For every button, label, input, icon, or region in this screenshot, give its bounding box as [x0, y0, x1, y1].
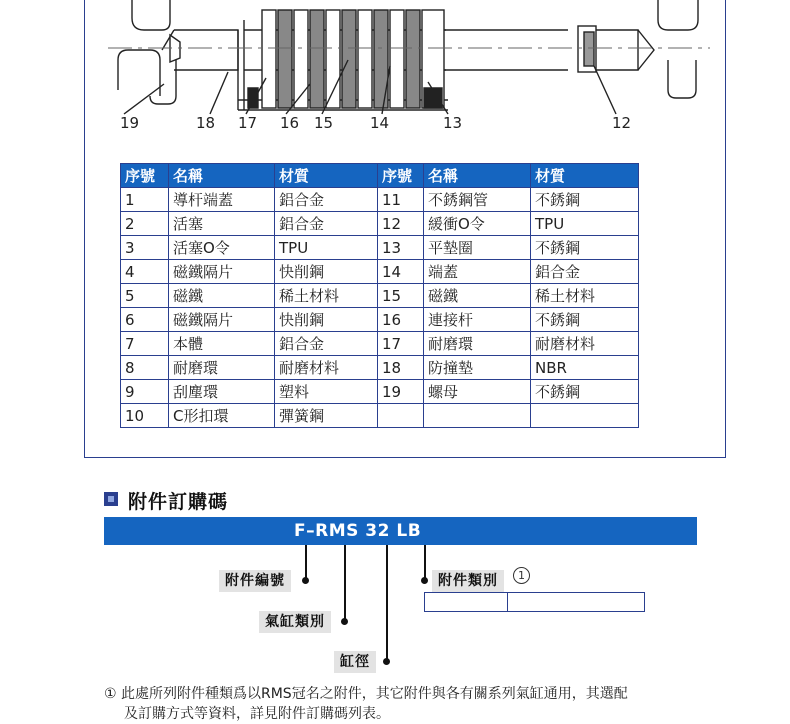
table-row: [121, 260, 639, 284]
circled-number-mark: 1: [513, 567, 530, 584]
cell-name: 磁鐵: [424, 284, 531, 308]
connector-line-bore: [386, 545, 388, 662]
cell-no: 9: [121, 380, 169, 404]
cell-name: 磁鐵隔片: [169, 260, 275, 284]
footnote-line-2: 及訂購方式等資料，詳見附件訂購碼列表。: [124, 706, 390, 722]
cell-material: 快削鋼: [275, 260, 378, 284]
cell-material: TPU: [275, 236, 378, 260]
section-title: 附件訂購碼: [128, 491, 229, 513]
label-accessory-no: 附件編號: [219, 570, 291, 592]
cell-no: 10: [121, 404, 169, 428]
cell-no: 17: [378, 332, 424, 356]
dot-accessory-type: [421, 577, 428, 584]
table-row: [121, 188, 639, 212]
cell-material: 不銹鋼: [531, 188, 639, 212]
table-row: [121, 212, 639, 236]
cell-material: 彈簧鋼: [275, 404, 378, 428]
callout-18: 18: [196, 114, 216, 132]
cell-material: 快削鋼: [275, 308, 378, 332]
table-row: [121, 308, 639, 332]
cell-no: 8: [121, 356, 169, 380]
table-row: [121, 356, 639, 380]
dot-cylinder-type: [341, 618, 348, 625]
cell-material: 鋁合金: [275, 332, 378, 356]
cell-no: 13: [378, 236, 424, 260]
cell-no: 4: [121, 260, 169, 284]
header-name-1: 名稱: [169, 164, 275, 188]
cell-material: 不銹鋼: [531, 380, 639, 404]
cell-material: 稀土材料: [275, 284, 378, 308]
dot-bore: [383, 658, 390, 665]
dot-accessory-no: [302, 577, 309, 584]
footnote: [104, 684, 704, 724]
header-no-1: 序號: [121, 164, 169, 188]
callout-17: 17: [238, 114, 258, 132]
callout-14: 14: [370, 114, 390, 132]
cell-material: [531, 404, 639, 428]
connector-line-accessory-no: [305, 545, 307, 580]
cell-name: 本體: [169, 332, 275, 356]
cell-name: 耐磨環: [424, 332, 531, 356]
cell-no: 7: [121, 332, 169, 356]
cell-material: 鋁合金: [275, 212, 378, 236]
cell-material: 不銹鋼: [531, 236, 639, 260]
header-material-1: 材質: [275, 164, 378, 188]
cell-name: 不銹鋼管: [424, 188, 531, 212]
order-code: F–RMS 32 LB: [294, 521, 422, 541]
cell-name: 磁鐵: [169, 284, 275, 308]
cell-material: 耐磨材料: [531, 332, 639, 356]
parts-table-header-row: [121, 164, 639, 188]
cell-name: 磁鐵隔片: [169, 308, 275, 332]
cell-material: 稀土材料: [531, 284, 639, 308]
footnote-line-1: ① 此處所列附件種類爲以RMS冠名之附件，其它附件與各有關系列氣缸通用，其選配: [104, 686, 628, 702]
cell-no: [378, 404, 424, 428]
callout-12: 12: [612, 114, 632, 132]
cell-no: 2: [121, 212, 169, 236]
cell-name: [424, 404, 531, 428]
accessory-type-box-left: [424, 592, 508, 612]
cell-name: 端蓋: [424, 260, 531, 284]
table-row: [121, 404, 639, 428]
cell-material: 不銹鋼: [531, 308, 639, 332]
cell-name: 螺母: [424, 380, 531, 404]
cell-no: 1: [121, 188, 169, 212]
cell-material: NBR: [531, 356, 639, 380]
cell-material: 鋁合金: [275, 188, 378, 212]
label-bore: 缸徑: [334, 651, 376, 673]
cell-material: 塑料: [275, 380, 378, 404]
accessory-type-box-right: [507, 592, 645, 612]
cell-name: 防撞墊: [424, 356, 531, 380]
header-no-2: 序號: [378, 164, 424, 188]
cell-no: 5: [121, 284, 169, 308]
cell-name: 耐磨環: [169, 356, 275, 380]
header-name-2: 名稱: [424, 164, 531, 188]
cell-no: 18: [378, 356, 424, 380]
cell-material: 鋁合金: [531, 260, 639, 284]
cell-name: 平墊圈: [424, 236, 531, 260]
label-cylinder-type: 氣缸類別: [259, 611, 331, 633]
table-row: [121, 284, 639, 308]
callout-13: 13: [443, 114, 463, 132]
section-square-icon: [104, 492, 118, 506]
table-row: [121, 380, 639, 404]
cell-name: 活塞: [169, 212, 275, 236]
cell-no: 14: [378, 260, 424, 284]
cell-no: 15: [378, 284, 424, 308]
cell-no: 19: [378, 380, 424, 404]
cell-material: 耐磨材料: [275, 356, 378, 380]
cell-name: 導杆端蓋: [169, 188, 275, 212]
cell-material: TPU: [531, 212, 639, 236]
parts-table: [120, 163, 639, 428]
callout-19: 19: [120, 114, 140, 132]
callout-16: 16: [280, 114, 300, 132]
cell-no: 11: [378, 188, 424, 212]
connector-line-cylinder-type: [344, 545, 346, 622]
label-accessory-type: 附件類別: [432, 570, 504, 592]
cell-name: 連接杆: [424, 308, 531, 332]
table-row: [121, 332, 639, 356]
header-material-2: 材質: [531, 164, 639, 188]
cell-no: 3: [121, 236, 169, 260]
cell-name: 刮塵環: [169, 380, 275, 404]
cell-name: C形扣環: [169, 404, 275, 428]
callout-15: 15: [314, 114, 334, 132]
order-code-bar: [104, 517, 697, 545]
cell-no: 16: [378, 308, 424, 332]
cell-name: 活塞O令: [169, 236, 275, 260]
cell-name: 緩衝O令: [424, 212, 531, 236]
cell-no: 12: [378, 212, 424, 236]
connector-line-accessory-type: [424, 545, 426, 581]
cell-no: 6: [121, 308, 169, 332]
table-row: [121, 236, 639, 260]
